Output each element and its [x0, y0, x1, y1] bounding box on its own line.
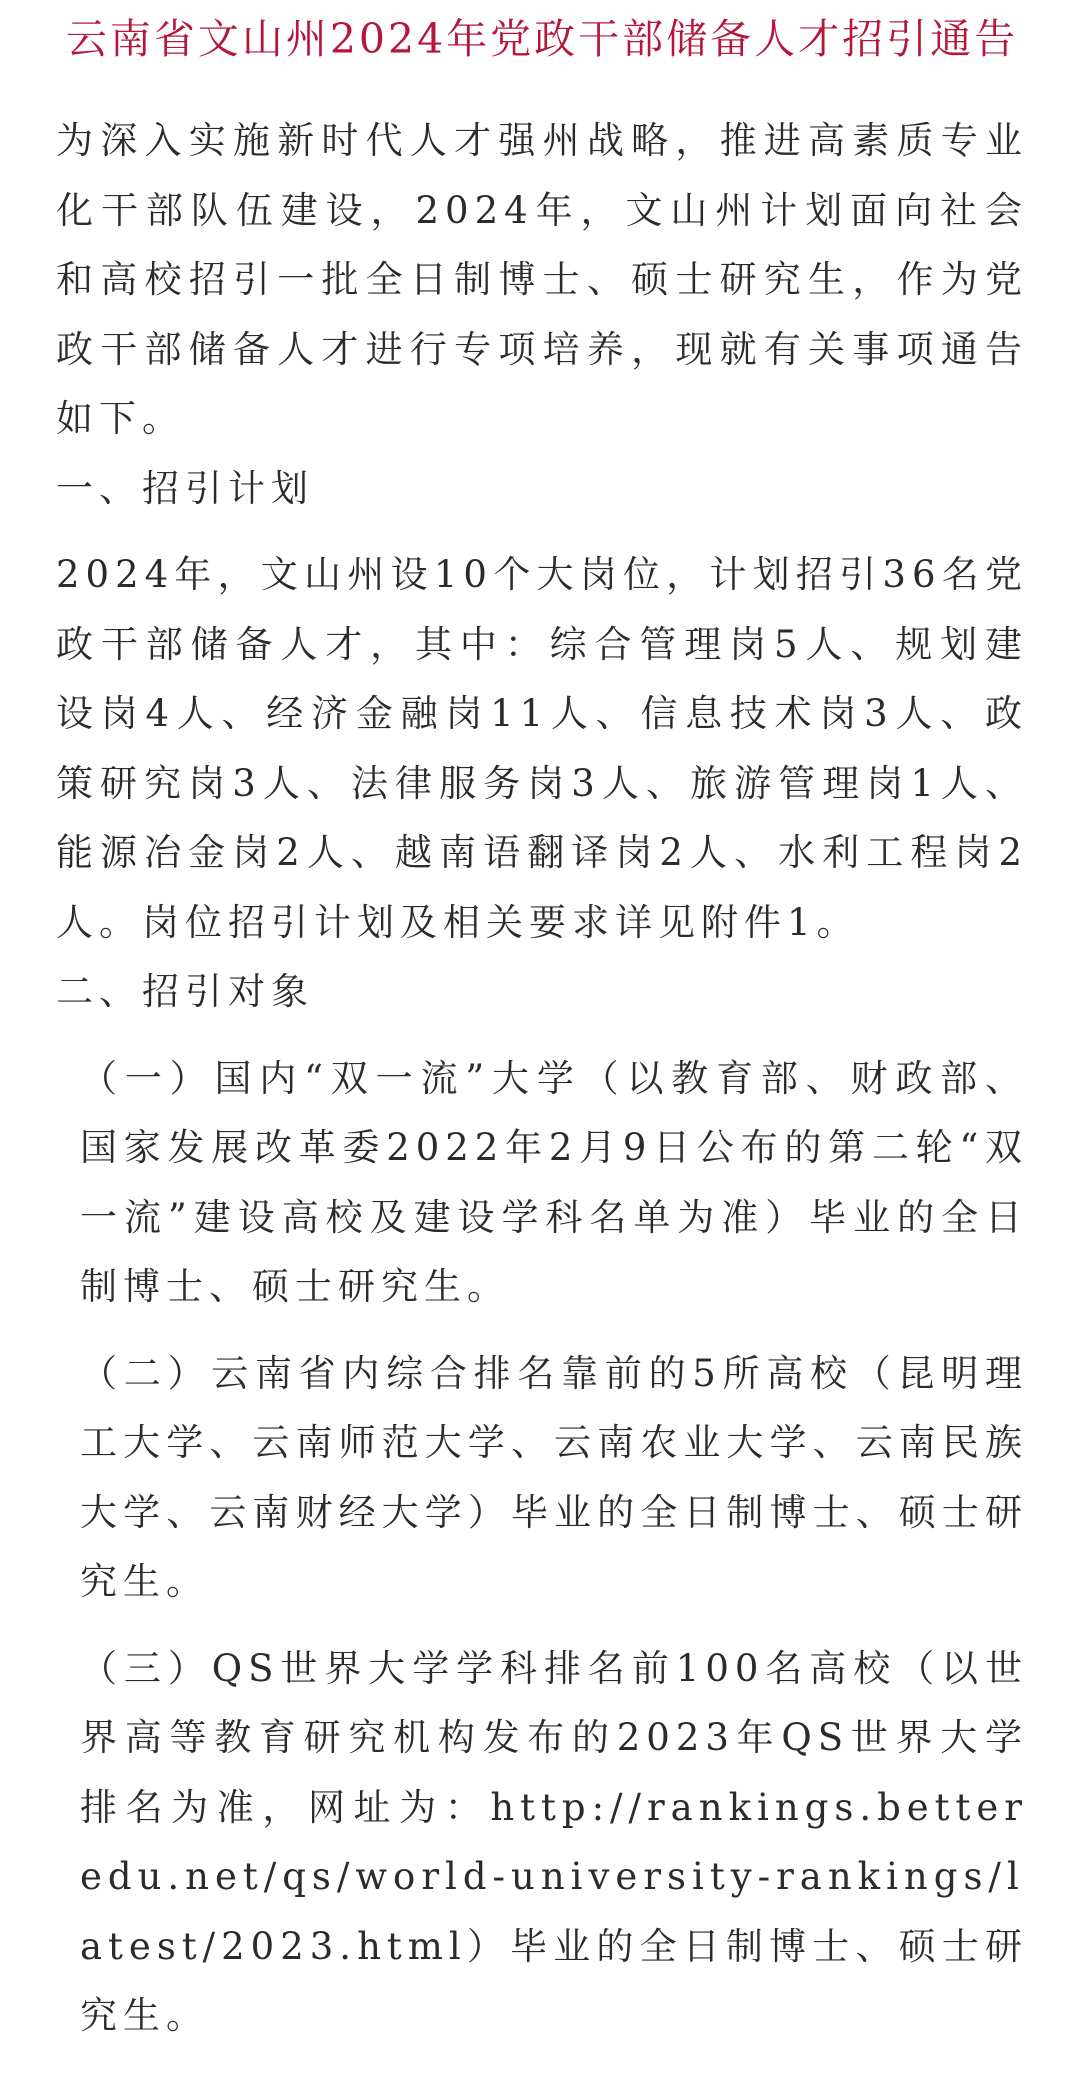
- section-heading-recruitment-plan: 一、招引计划: [56, 466, 314, 510]
- section-heading-recruitment-targets: 二、招引对象: [56, 970, 314, 1013]
- recruitment-plan-paragraph: 2024年，文山州设10个大岗位，计划招引36名党政干部储备人才，其中：综合管理岗5人、规划建设岗4人、经济金融岗11人、信息技术岗3人、政策研究岗3人、法律服务岗3人、旅游管理岗1人、能源冶金岗2人、越南语翻译岗2人、水利工程岗2人。岗位招引计划及相关要求详见附件1。: [56, 553, 1028, 944]
- target-item-1: （一）国内“双一流”大学（以教育部、财政部、国家发展改革委2022年2月9日公布的第二轮“双一流”建设高校及建设学科名单为准）毕业的全日制博士、硕士研究生。: [80, 1056, 1028, 1308]
- target-item-3: （三）QS世界大学学科排名前100名高校（以世界高等教育研究机构发布的2023年QS世界大学排名为准，网址为：http://rankings.betteredu.net/qs/world-university-rankings/latest/2023.html）毕业的全日制博士、硕士研究生。: [80, 1646, 1028, 2037]
- intro-paragraph: 为深入实施新时代人才强州战略，推进高素质专业化干部队伍建设，2024年，文山州计划面向社会和高校招引一批全日制博士、硕士研究生，作为党政干部储备人才进行专项培养，现就有关事项通告如下。: [56, 119, 1028, 440]
- article-title: 云南省文山州2024年党政干部储备人才招引通告: [65, 15, 1019, 63]
- target-item-2: （二）云南省内综合排名靠前的5所高校（昆明理工大学、云南师范大学、云南农业大学、云南民族大学、云南财经大学）毕业的全日制博士、硕士研究生。: [80, 1351, 1028, 1603]
